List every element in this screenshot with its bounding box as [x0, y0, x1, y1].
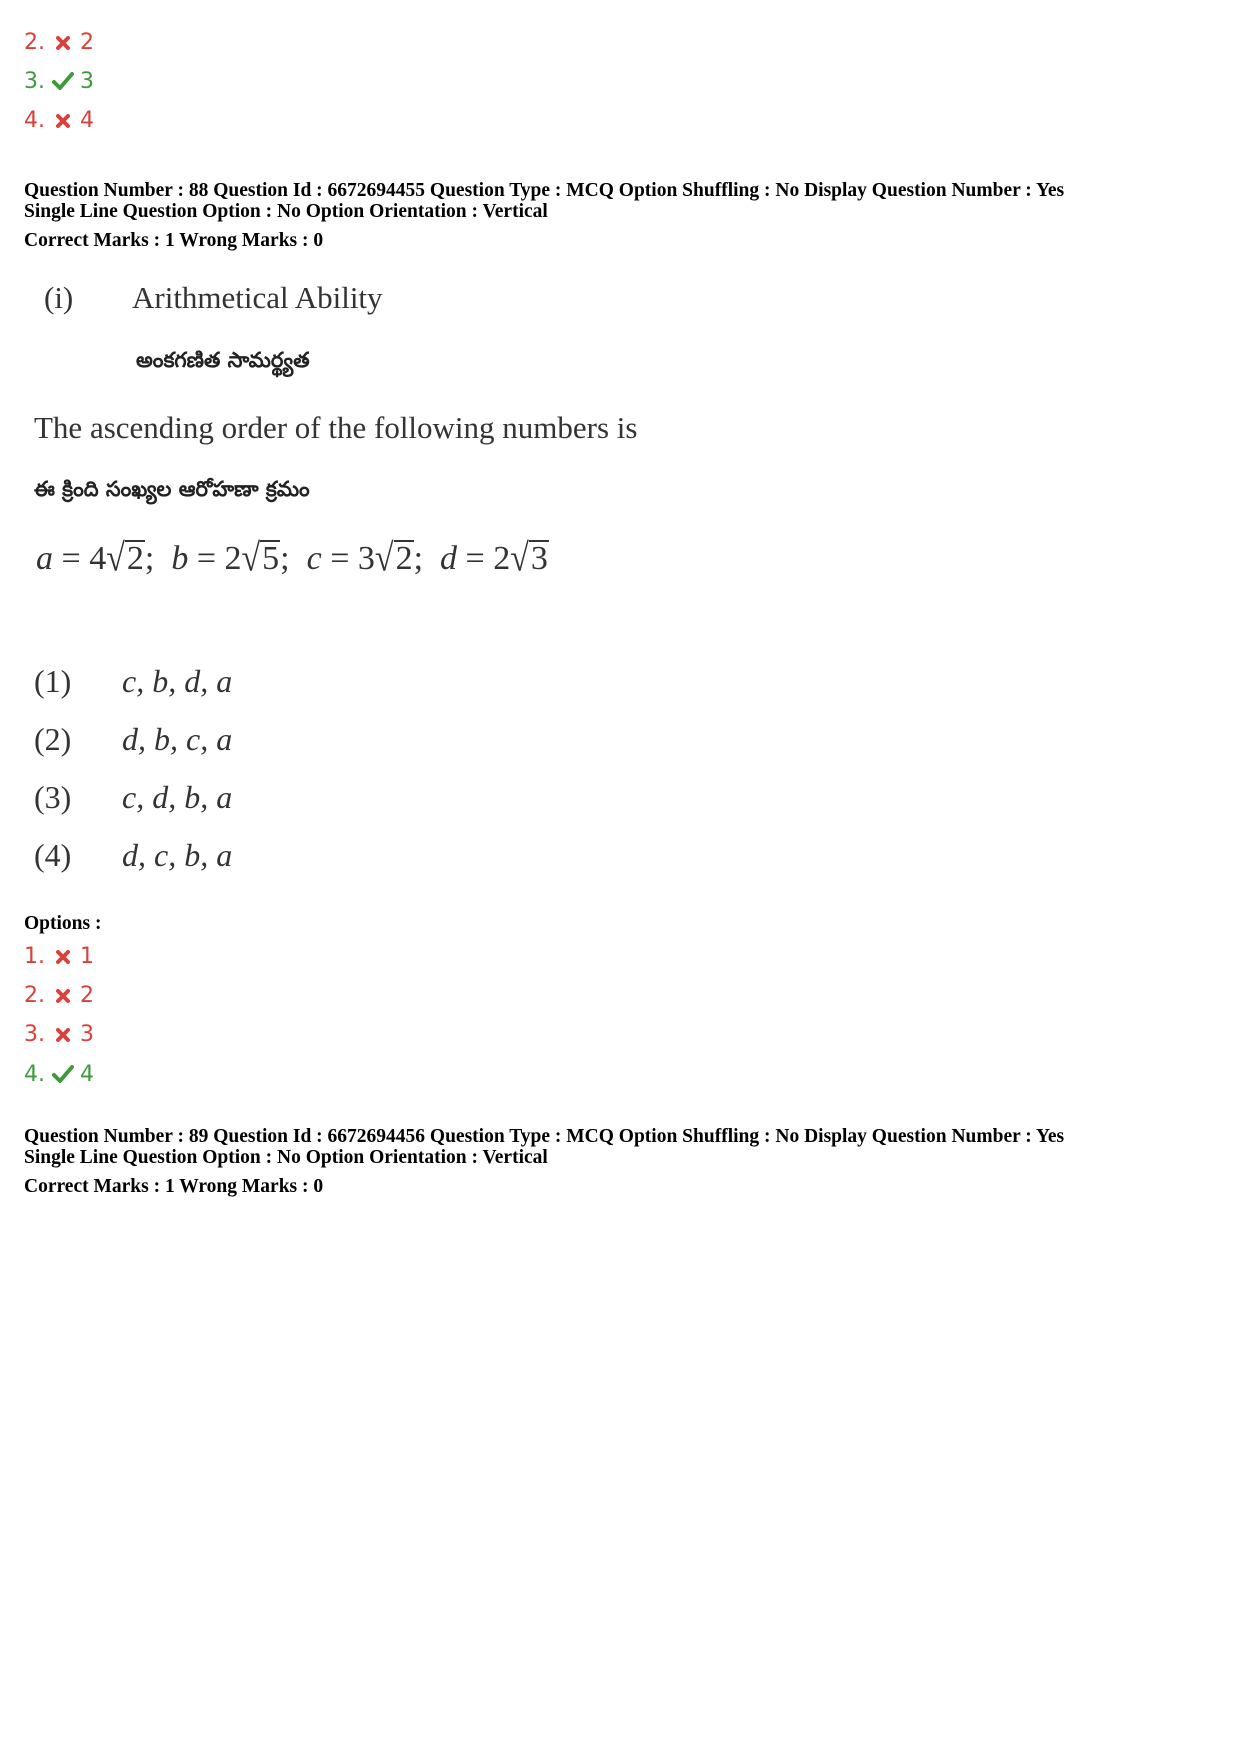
choice-text: d, b, c, a	[122, 721, 233, 757]
answer-choice	[34, 663, 232, 700]
var-b: b	[171, 540, 189, 577]
cross-icon	[50, 981, 76, 1011]
choice-number: (4)	[34, 837, 72, 873]
option-number: 1.	[24, 944, 45, 969]
answer-choice	[34, 837, 232, 874]
option-value: 2	[80, 30, 94, 55]
sqrt-symbol: √3	[510, 537, 548, 580]
option-number: 4.	[24, 1062, 45, 1087]
choice-number: (3)	[34, 779, 72, 815]
radicand-d: 3	[530, 540, 548, 577]
radicand-c: 2	[395, 540, 413, 577]
marks-line: Correct Marks : 1 Wrong Marks : 0	[24, 1176, 324, 1197]
question-meta-line: Question Number : 89 Question Id : 6672694456 Question Type : MCQ Option Shuffling : No Display Question Number : Yes	[24, 1126, 1065, 1147]
var-d: d	[440, 540, 458, 577]
cross-icon	[50, 28, 76, 58]
section-number: (i)	[44, 280, 74, 315]
option-number: 3.	[24, 1022, 45, 1047]
cross-icon	[50, 942, 76, 972]
choice-number: (1)	[34, 663, 72, 699]
option-number: 2.	[24, 30, 45, 55]
var-c: c	[306, 540, 322, 577]
radicand-b: 5	[262, 540, 280, 577]
question-meta-line: Single Line Question Option : No Option Orientation : Vertical	[24, 1147, 548, 1168]
marks-line: Correct Marks : 1 Wrong Marks : 0	[24, 230, 324, 251]
option-row	[24, 28, 94, 58]
answer-choice	[34, 779, 232, 816]
option-number: 3.	[24, 69, 45, 94]
coef-c: 3	[357, 540, 375, 577]
option-row	[24, 106, 94, 136]
choice-number: (2)	[34, 721, 72, 757]
sqrt-symbol: √2	[106, 537, 144, 580]
coef-b: 2	[224, 540, 242, 577]
sqrt-symbol: √5	[241, 537, 280, 580]
option-row	[24, 942, 94, 972]
option-value: 1	[80, 944, 94, 969]
cross-icon	[50, 1020, 76, 1050]
option-row	[24, 981, 94, 1011]
sqrt-symbol: √2	[374, 537, 413, 580]
choice-text: c, b, d, a	[122, 663, 233, 699]
question-stem-telugu: ఈ క్రింది సంఖ్యల ఆరోహణా క్రమం	[34, 477, 310, 501]
option-number: 4.	[24, 108, 45, 133]
math-expression: a = 4√2; b = 2√5; c = 3√2; d = 2√3	[36, 537, 548, 580]
var-a: a	[36, 540, 53, 577]
option-row	[24, 1020, 94, 1050]
choice-text: d, c, b, a	[122, 837, 233, 873]
question-stem: The ascending order of the following numbers is	[34, 410, 638, 445]
coef-a: 4	[89, 540, 107, 577]
section-title-telugu: అంకగణిత సామర్థ్యత	[136, 348, 310, 372]
option-row	[24, 67, 94, 97]
answer-choice	[34, 721, 232, 758]
cross-icon	[50, 106, 76, 136]
option-value: 4	[80, 1062, 94, 1087]
check-icon	[50, 1060, 76, 1090]
option-value: 3	[80, 69, 94, 94]
option-value: 3	[80, 1022, 94, 1047]
choice-text: c, d, b, a	[122, 779, 233, 815]
question-meta-line: Question Number : 88 Question Id : 6672694455 Question Type : MCQ Option Shuffling : No Display Question Number : Yes	[24, 180, 1065, 201]
option-row	[24, 1060, 94, 1090]
question-meta-line: Single Line Question Option : No Option Orientation : Vertical	[24, 201, 548, 222]
option-value: 2	[80, 983, 94, 1008]
coef-d: 2	[493, 540, 511, 577]
option-value: 4	[80, 108, 94, 133]
check-icon	[50, 67, 76, 97]
options-label: Options :	[24, 913, 102, 934]
section-title: Arithmetical Ability	[132, 280, 383, 315]
option-number: 2.	[24, 983, 45, 1008]
radicand-a: 2	[126, 540, 144, 577]
